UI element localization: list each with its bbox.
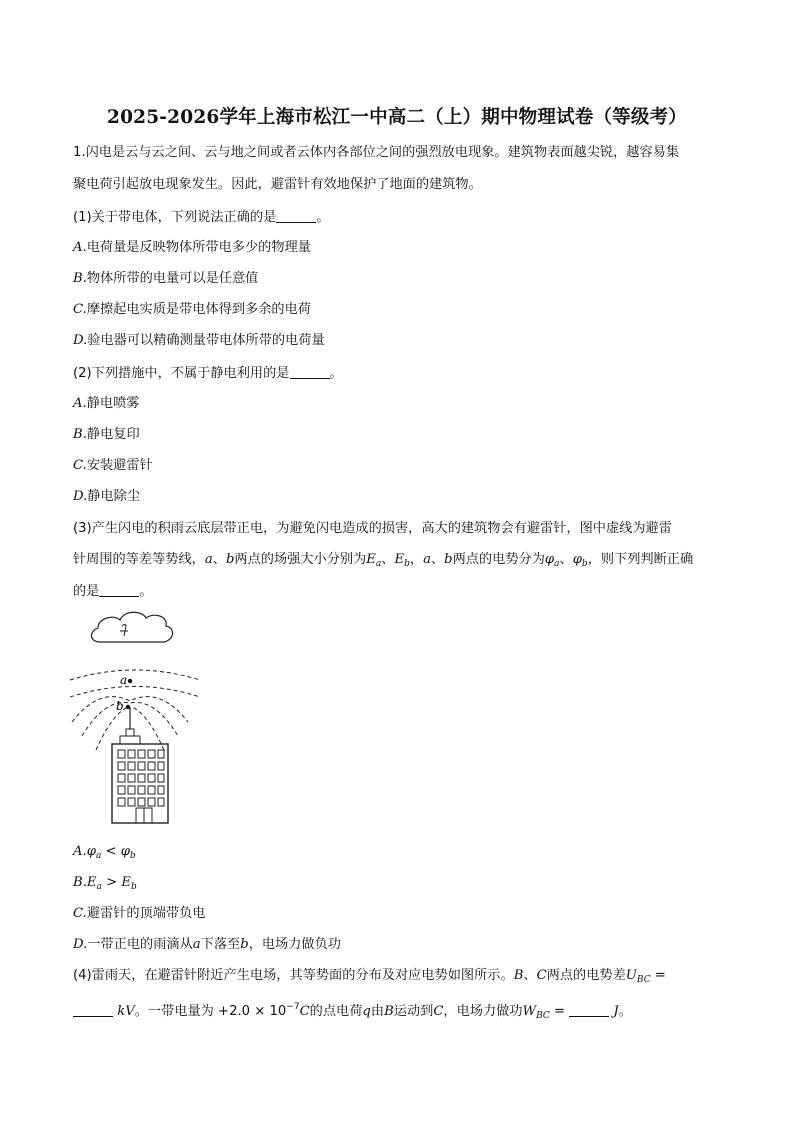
- answer-blank-u[interactable]: [73, 1002, 113, 1017]
- q1-part2-stem: (2)下列措施中，不属于静电利用的是 。: [73, 366, 343, 381]
- equipotential-lines: [70, 670, 200, 750]
- q1-part1-option-d[interactable]: D.验电器可以精确测量带电体所带的电荷量: [73, 333, 325, 348]
- q1-part3-line1: (3)产生闪电的积雨云底层带正电，为避免闪电造成的损害，高大的建筑物会有避雷针，图中虚线为避雷: [73, 521, 672, 536]
- point-a-label: a: [120, 673, 128, 687]
- q1-part4-line1: (4)雷雨天，在避雷针附近产生电场，其等势面的分布及对应电势如图所示。B、C两点的电势差$U_{BC}$ =: [73, 968, 666, 985]
- q1-part1-option-c[interactable]: C.摩擦起电实质是带电体得到多余的电荷: [73, 302, 311, 317]
- answer-blank[interactable]: [276, 208, 316, 223]
- q1-part3-line2: 针周围的等差等势线，a、b两点的场强大小分别为$E_a$、$E_b$，a、b两点的电势分为$\varphi_a$、$\varphi_b$，则下列判断正确: [73, 552, 694, 569]
- rod-base: [126, 729, 134, 736]
- building-windows: [118, 750, 164, 806]
- cloud-icon: [91, 612, 172, 642]
- q1-part2-option-d[interactable]: D.静电除尘: [73, 489, 141, 504]
- q1-part2-option-c[interactable]: C.安装避雷针: [73, 458, 153, 473]
- q1-part2-option-a[interactable]: A.静电喷雾: [73, 396, 140, 411]
- q1-part3-option-d[interactable]: D.一带正电的雨滴从a下落至b，电场力做负功: [73, 937, 341, 952]
- answer-blank[interactable]: [290, 364, 330, 379]
- q1-part4-line2: kV。一带电量为 $+2.0 \times 10^{-7}C$的点电荷q由B运动到C，电场力做功$W_{BC} = J$。: [73, 998, 632, 1025]
- point-b-label: b: [116, 699, 124, 713]
- q1-part1-option-a[interactable]: A.电荷量是反映物体所带电多少的物理量: [73, 240, 311, 255]
- q1-intro-line1: 1.闪电是云与云之间、云与地之间或者云体内各部位之间的强烈放电现象。建筑物表面越尖锐，越容易集: [73, 145, 680, 160]
- answer-blank-w[interactable]: [569, 1002, 609, 1017]
- answer-blank[interactable]: [99, 582, 139, 597]
- page-title: 2025-2026学年上海市松江一中高二（上）期中物理试卷（等级考）: [107, 107, 687, 128]
- building-icon: [112, 744, 168, 823]
- q1-part3-line3: 的是 。: [73, 584, 153, 599]
- q1-part3-option-c[interactable]: C.避雷针的顶端带负电: [73, 906, 206, 921]
- q1-part3-option-b[interactable]: $B.E_a > E_b$: [73, 875, 137, 892]
- lightning-rod-figure: [60, 604, 210, 833]
- q1-intro-line2: 聚电荷引起放电现象发生。因此，避雷针有效地保护了地面的建筑物。: [73, 177, 482, 192]
- q1-part1-stem: (1)关于带电体，下列说法正确的是 。: [73, 210, 330, 225]
- q1-part1-option-b[interactable]: B.物体所带的电量可以是任意值: [73, 271, 259, 286]
- lightning-symbol-icon: [120, 625, 128, 637]
- lightning-rod-diagram: [60, 604, 210, 829]
- point-a: [128, 679, 132, 683]
- q1-part2-option-b[interactable]: B.静电复印: [73, 427, 140, 442]
- rooftop: [120, 736, 140, 744]
- q1-part3-option-a[interactable]: $A.\varphi_a < \varphi_b$: [73, 844, 136, 861]
